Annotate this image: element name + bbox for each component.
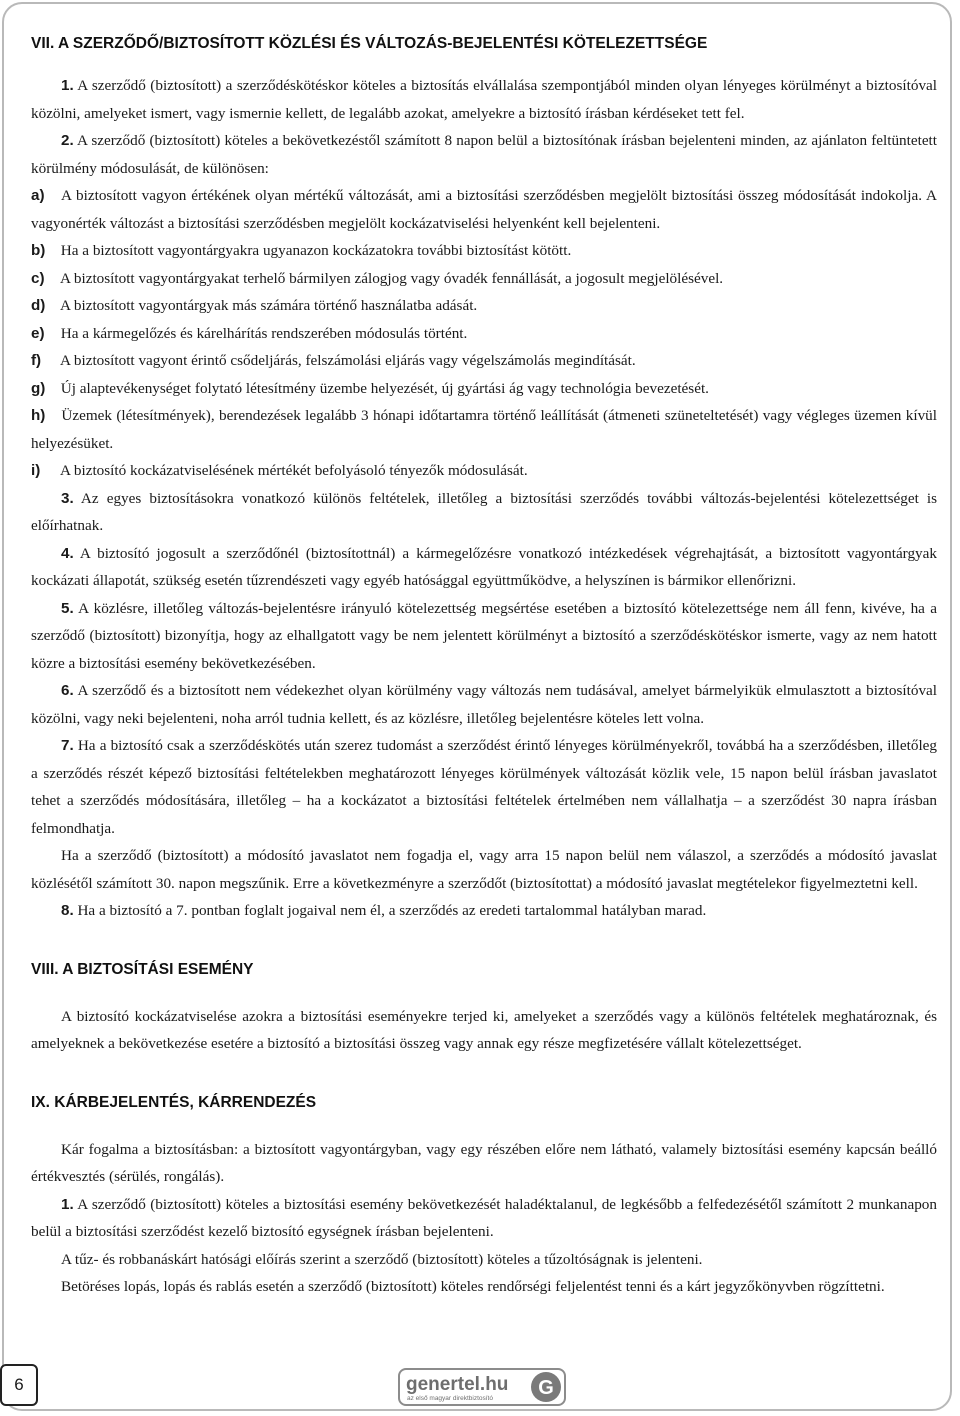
section-vii-title: VII. A SZERZŐDŐ/BIZTOSÍTOTT KÖZLÉSI ÉS VÁLTOZÁS-BEJELENTÉSI KÖTELEZETTSÉGE: [31, 35, 708, 52]
list-item-d: [31, 292, 937, 320]
paragraph-number: 6.: [61, 682, 74, 699]
paragraph-number: 2.: [61, 132, 74, 149]
list-item-c: [31, 265, 937, 293]
list-text: Ha a kármegelőzés és kárelhárítás rendszerében módosulás történt.: [60, 324, 468, 342]
paragraph-vii-3: [31, 485, 937, 540]
list-item-g: [31, 375, 937, 403]
paragraph-text: A szerződő (biztosított) köteles a biztosítási esemény bekövetkezését haladéktalanul, de legkésőbb a felfedezésétől számított 2 munkanapon belül a biztosítási szerződést kezelő biztosító egységnek írásban bejelenteni.: [31, 1195, 937, 1240]
list-label: f): [31, 352, 42, 369]
list-text: A biztosított vagyon értékének olyan mértékű változását, ami a biztosítási szerződésben megjelölt biztosítási összeg módosítását indokolja. A vagyonérték változást a biztosítási szerződésben megjelölt kockázatviselési helyenként kell bejelenteni.: [31, 187, 937, 232]
list-text: Üzemek (létesítmények), berendezések legalább 3 hónapi időtartamra történő leállítását (átmeneti szüneteltetését) vagy végleges üzemen kívül helyezésüket.: [31, 407, 937, 452]
paragraph-number: 1.: [61, 77, 74, 94]
list-text: A biztosító kockázatviselésének mértékét befolyásoló tényezők módosulását.: [59, 462, 528, 479]
list-text: Új alaptevékenységet folytató létesítmény üzembe helyezését, új gyártási ág vagy technológia bevezetését.: [60, 379, 709, 397]
document-body: [31, 33, 937, 1301]
list-label: d): [31, 297, 46, 314]
list-item-f: [31, 347, 937, 375]
paragraph-vii-2: [31, 127, 937, 182]
list-text: Ha a biztosított vagyontárgyakra ugyanazon kockázatokra további biztosítást kötött.: [60, 242, 572, 259]
paragraph-number: 7.: [61, 737, 74, 754]
paragraph-text: A szerződő és a biztosított nem védekezhet olyan körülmény vagy változás nem tudásával, amelyet bármelyikük elmulasztott a biztosítóval közölni, vagy neki bejelenteni, noha arról tudnia kellett, és az közlésre, illetőleg bejelentésre köteles lett volna.: [31, 682, 937, 727]
genertel-logo: [398, 1368, 566, 1406]
list-item-a: [31, 182, 937, 237]
paragraph-text: Ha a biztosító csak a szerződéskötés után szerez tudomást a szerződést érintő lényeges körülményekről, továbbá ha a szerződésben, illetőleg a szerződés részét képező biztosítási feltételekben meghatározott lényeges körülmények változását közlik vele, 15 napon belül írásban javaslatot tehet a szerződés módosítására, illetőleg – ha a kockázatot a biztosítási feltételek értelmében nem vállalhatja – a szerződést 30 napra írásban felmondhatja.: [31, 737, 937, 837]
list-label: e): [31, 324, 45, 342]
paragraph-number: 8.: [61, 902, 74, 919]
paragraph-text: Az egyes biztosításokra vonatkozó különös feltételek, illetőleg a biztosítási szerződés további változás-bejelentési kötelezettséget is előírhatnak.: [31, 489, 937, 534]
paragraph-number: 5.: [61, 599, 74, 617]
paragraph-ix-intro: Kár fogalma a biztosításban: a biztosított vagyontárgyban, vagy egy részében előre nem látható, valamely biztosítási esemény kapcsán beálló értékvesztés (sérülés, rongálás).: [31, 1140, 937, 1185]
paragraph-number: 4.: [61, 544, 74, 562]
list-item-h: [31, 402, 937, 457]
list-label: c): [31, 269, 45, 287]
paragraph-text: Ha a biztosító a 7. pontban foglalt jogaival nem él, a szerződés az eredeti tartalommal hatályban marad.: [77, 902, 707, 919]
section-ix-title: IX. KÁRBEJELENTÉS, KÁRRENDEZÉS: [31, 1093, 317, 1111]
paragraph-text: A szerződő (biztosított) köteles a bekövetkezéstől számított 8 napon belül a biztosítónak írásban bejelenteni minden, az ajánlaton feltüntetett körülmény módosulását, de különösen:: [31, 132, 937, 177]
list-item-b: [31, 237, 937, 265]
paragraph-text: A biztosító jogosult a szerződőnél (biztosítottnál) a kármegelőzésre vonatkozó intézkedések végrehajtását, a biztosított vagyontárgyak kockázati állapotát, szükség esetén tűzrendészeti vagy egyéb hatósággal együttműködve, a helyszínen is bármikor ellenőrizni.: [31, 544, 937, 589]
paragraph-text: A közlésre, illetőleg változás-bejelentésre irányuló kötelezettség megsértése esetében a biztosító kötelezettsége nem áll fenn, kivéve, ha a szerződő (biztosított) bizonyítja, hogy az elhallgatott vagy be nem jelentett körülményt a biztosító a szerződéskötéskor ismerte, vagy az nem hatott közre a biztosítási esemény bekövetkezésében.: [31, 599, 937, 672]
list-label: a): [31, 187, 45, 204]
paragraph-text: A szerződő (biztosított) a szerződéskötéskor köteles a biztosítás elvállalása szempontjából minden olyan lényeges körülményt a biztosítóval közölni, amelyeket ismert, vagy ismernie kellett, de legalább azokat, amelyekre a biztosító írásban kérdéseket tett fel.: [31, 77, 937, 122]
logo-wordmark: genertel.hu: [406, 1374, 509, 1395]
paragraph-ix-1-fire: A tűz- és robbanáskárt hatósági előírás szerint a szerződő (biztosított) köteles a tűzoltóságnak is jelenteni.: [61, 1250, 703, 1268]
page-number: 6: [0, 1364, 38, 1406]
section-viii-title: VIII. A BIZTOSÍTÁSI ESEMÉNY: [31, 960, 254, 978]
list-label: h): [31, 407, 46, 424]
paragraph-vii-7-continued: Ha a szerződő (biztosított) a módosító javaslatot nem fogadja el, vagy arra 15 napon belül nem válaszol, a szerződés a módosító javaslat közlésétől számított 30. napon megszűnik. Erre a következményre a szerződőt (biztosítottat) a módosító javaslat megtételekor figyelmeztetni kell.: [31, 847, 937, 892]
list-text: A biztosított vagyontárgyak más számára történő használatba adását.: [59, 297, 478, 314]
paragraph-ix-1: [31, 1191, 937, 1246]
list-label: g): [31, 379, 46, 397]
logo-g-icon: G: [538, 1377, 554, 1399]
paragraph-ix-1-theft: Betöréses lopás, lopás és rablás esetén a szerződő (biztosított) köteles rendőrségi feljelentést tenni és a kárt jegyzőkönyvben rögzíttetni.: [61, 1278, 885, 1295]
paragraph-vii-8: [31, 897, 937, 925]
paragraph-vii-7: [31, 732, 937, 842]
list-text: A biztosított vagyontárgyakat terhelő bármilyen zálogjog vagy óvadék fennállását, a jogosult megjelölésével.: [59, 269, 724, 287]
list-label: i): [31, 462, 41, 479]
paragraph-vii-1: [31, 72, 937, 127]
paragraph-vii-5: [31, 595, 937, 678]
list-item-i: [31, 457, 937, 485]
paragraph-number: 3.: [61, 489, 74, 507]
list-item-e: [31, 320, 937, 348]
paragraph-number: 1.: [61, 1195, 74, 1213]
paragraph-viii: A biztosító kockázatviselése azokra a biztosítási eseményekre terjed ki, amelyeket a szerződés vagy a különös feltételek meghatároznak, és amelyeknek a bekövetkezése esetére a biztosító a biztosítási összeg vagy annak egy része megfizetésére vállalt kötelezettséget.: [31, 1007, 937, 1052]
paragraph-vii-4: [31, 540, 937, 595]
list-text: A biztosított vagyont érintő csődeljárás, felszámolási eljárás vagy végelszámolás megindítását.: [59, 352, 636, 369]
paragraph-vii-6: [31, 677, 937, 732]
list-label: b): [31, 242, 46, 259]
logo-tagline: az első magyar direktbiztosító: [407, 1395, 493, 1402]
